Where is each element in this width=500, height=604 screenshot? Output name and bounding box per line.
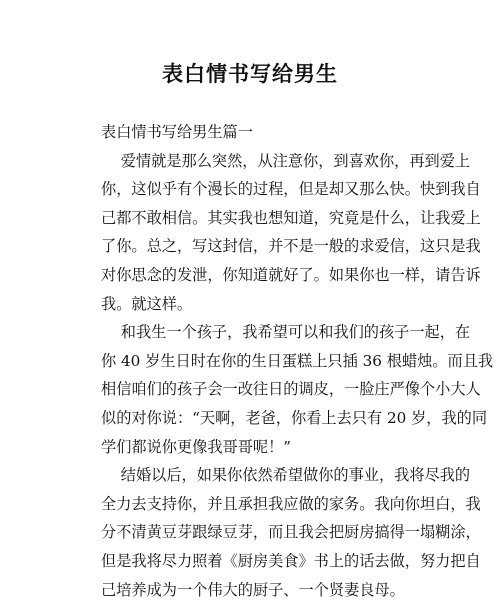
paragraph-line: 似的对你说：“天啊，老爸，你看上去只有 20 岁，我的同: [101, 404, 421, 433]
paragraph-line: 分不清黄豆芽跟绿豆芽，而且我会把厨房搞得一塌糊涂，: [101, 518, 421, 547]
document-body: [101, 118, 421, 604]
paragraph-line: 结婚以后，如果你依然希望做你的事业，我将尽我的: [101, 461, 421, 490]
paragraph-line: 你 40 岁生日时在你的生日蛋糕上只插 36 根蜡烛。而且我: [101, 347, 421, 376]
paragraph-line: 我。就这样。: [101, 290, 421, 319]
paragraph-line: 你，这似乎有个漫长的过程，但是却又那么快。快到我自: [101, 175, 421, 204]
document-title: 表白情书写给男生: [0, 58, 500, 90]
paragraph-2: [101, 318, 421, 461]
paragraph-line: 己培养成为一个伟大的厨子、一个贤妻良母。: [101, 576, 421, 604]
paragraph-line: 学们都说你更像我哥哥呢！”: [101, 433, 421, 462]
paragraph-line: 和我生一个孩子，我希望可以和我们的孩子一起，在: [101, 318, 421, 347]
paragraph-line: 对你思念的发泄，你知道就好了。如果你也一样，请告诉: [101, 261, 421, 290]
paragraph-3: [101, 461, 421, 604]
paragraph-line: 相信咱们的孩子会一改往日的调皮，一脸庄严像个小大人: [101, 375, 421, 404]
paragraph-line: 但是我将尽力照着《厨房美食》书上的话去做，努力把自: [101, 547, 421, 576]
paragraph-1: [101, 147, 421, 319]
paragraph-line: 爱情就是那么突然，从注意你，到喜欢你，再到爱上: [101, 147, 421, 176]
paragraph-line: 了你。总之，写这封信，并不是一般的求爱信，这只是我: [101, 232, 421, 261]
section-heading: 表白情书写给男生篇一: [101, 118, 421, 147]
paragraph-line: 己都不敢相信。其实我也想知道，究竟是什么，让我爱上: [101, 204, 421, 233]
paragraph-line: 全力去支持你，并且承担我应做的家务。我向你坦白，我: [101, 490, 421, 519]
